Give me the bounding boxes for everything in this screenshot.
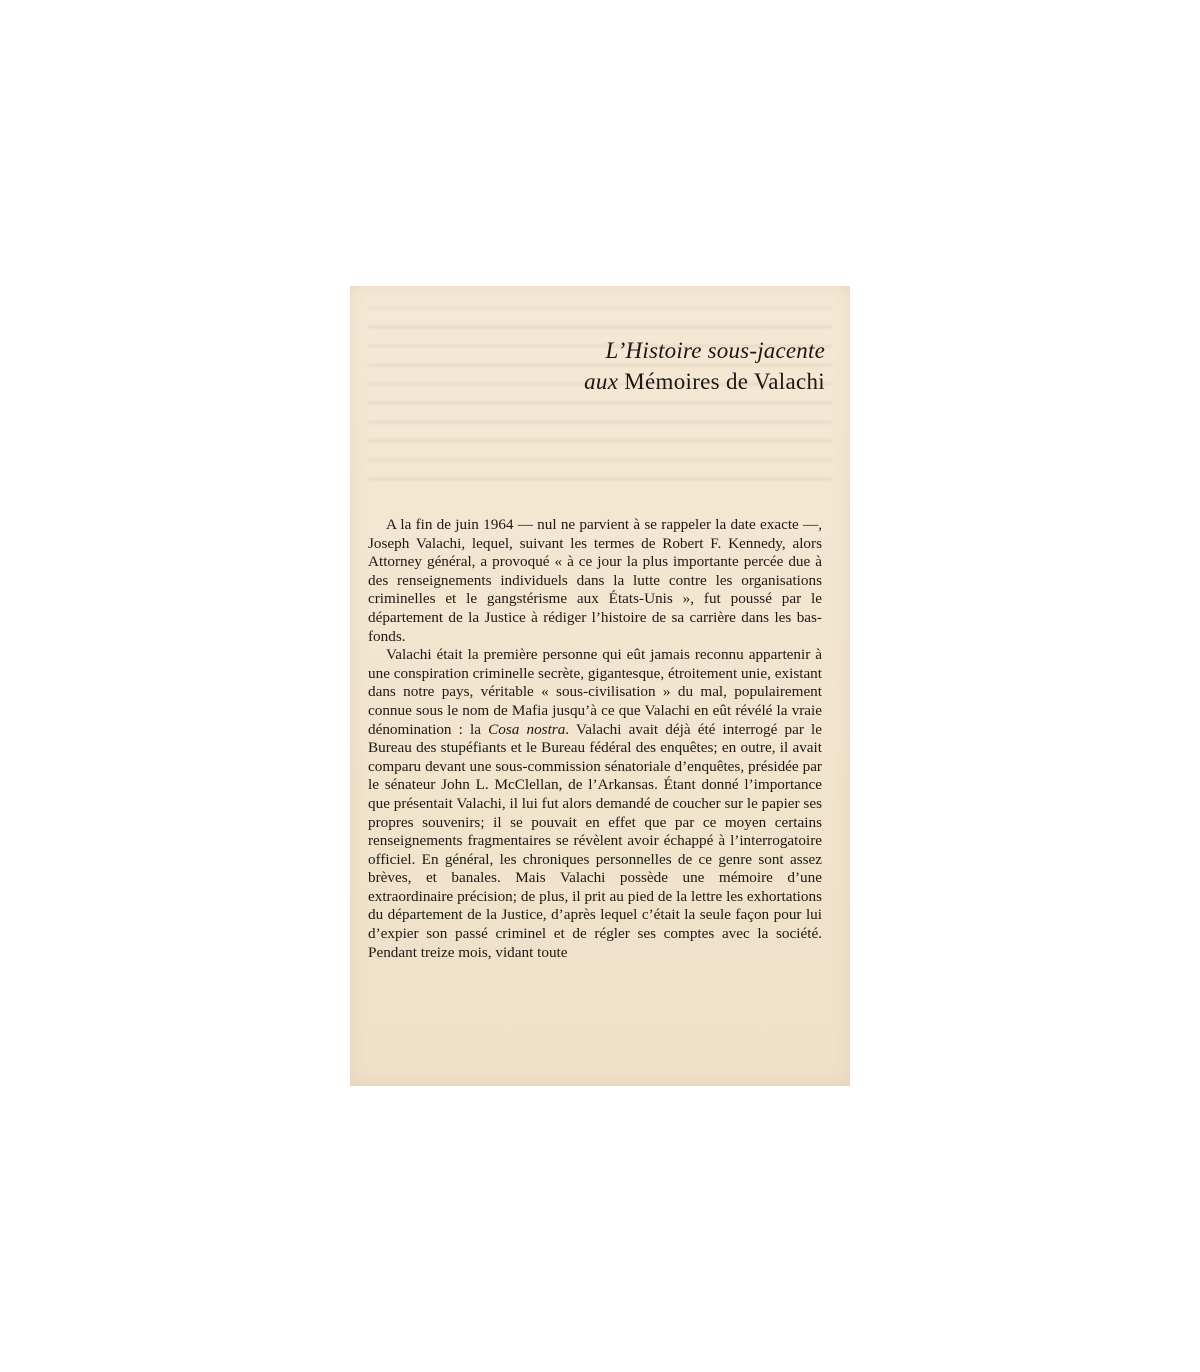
paragraph-1-text: A la fin de juin 1964 — nul ne parvient à se rappeler la date exacte —, Joseph Valachi, lequel, suivant les termes de Robert F. Kennedy, alors Attorney général, a provoqué « à ce jour la plus importante percée due à des renseignements individuels dans la lutte contre les organisations criminelles et le gangstérisme aux États-Unis », fut poussé par le département de la Justice à rédiger l’histoire de sa carrière dans les bas-fonds. <box>368 516 822 645</box>
title-line-2 <box>584 366 825 398</box>
title-line-2-italic: aux <box>584 369 619 394</box>
chapter-title <box>584 336 825 398</box>
paragraph-2-text: Valachi était la première personne qui eût jamais reconnu appartenir à une conspiration criminelle secrète, gigantesque, étroitement unie, existant dans notre pays, véritable « sous-civilisation » du mal, populairement connue sous le nom de Mafia jusqu’à ce que Valachi en eût révélé la vraie dénomination : la <box>368 646 822 738</box>
book-page <box>350 286 850 1086</box>
paragraph-2-italic: Cosa nostra <box>488 720 566 738</box>
title-line-1: L’Histoire sous-jacente <box>605 338 825 363</box>
paragraph-2-after: . Valachi avait déjà été interrogé par le Bureau des stupéfiants et le Bureau fédéral des enquêtes; en outre, il avait comparu devant une sous-commission sénatoriale d’enquêtes, présidée par le sénateur John L. McClellan, de l’Arkansas. Étant donné l’importance que présentait Valachi, il lui fut alors demandé de coucher sur le papier ses propres souvenirs; il se pouvait en effet que par ce moyen certains renseignements fragmentaires se révèlent avoir échappé à l’interrogatoire officiel. En général, les chroniques personnelles de ce genre sont assez brèves, et banales. Mais Valachi possède une mémoire d’une extraordinaire précision; de plus, il prit au pied de la lettre les exhortations du département de la Justice, d’après lequel c’était la seule façon pour lui d’expier son passé criminel et de régler ses comptes avec la société. Pendant treize mois, vidant toute <box>368 720 822 961</box>
body-text <box>368 516 822 962</box>
paragraph-2 <box>368 646 822 962</box>
title-line-2-rest: Mémoires de Valachi <box>618 369 825 394</box>
paragraph-1 <box>368 516 822 646</box>
